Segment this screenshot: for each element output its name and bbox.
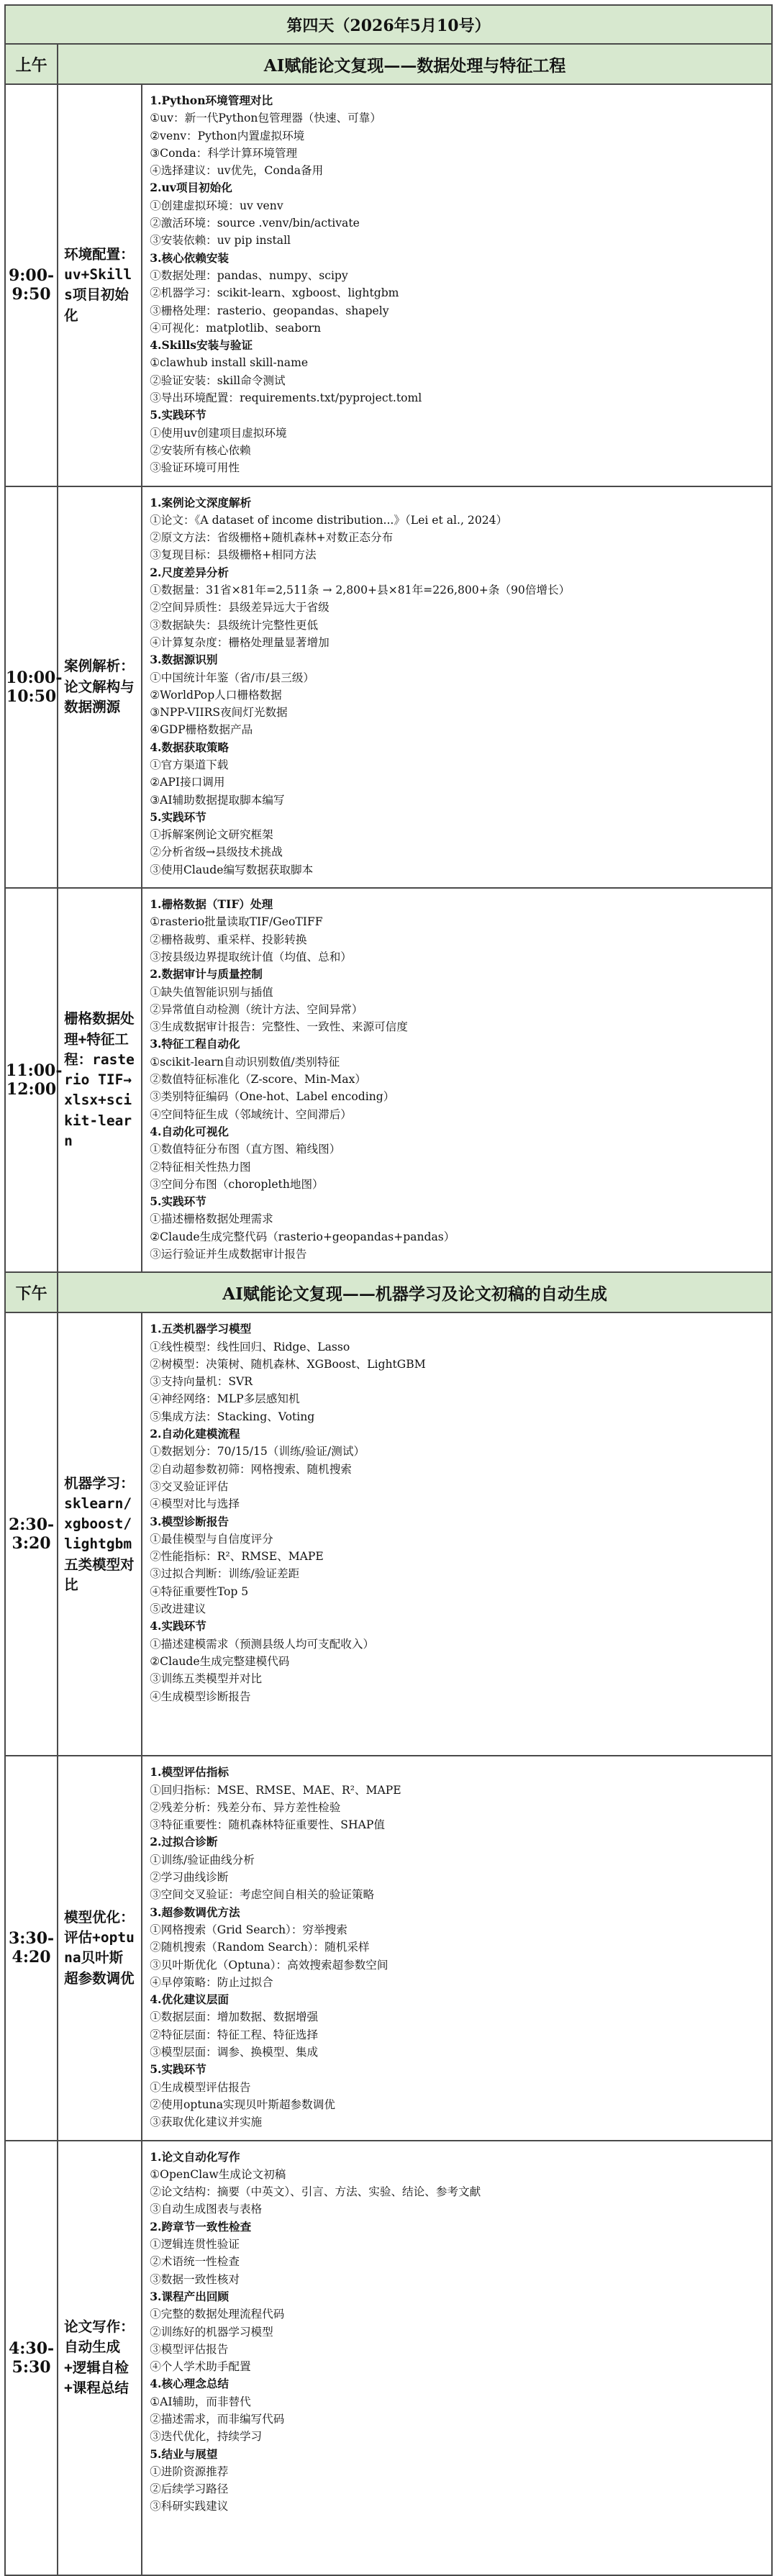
detail-heading: 3.数据源识别 (150, 653, 218, 667)
detail-item: ②异常值自动检测（统计方法、空间异常） (150, 1002, 363, 1016)
detail-item: ③安装依赖：uv pip install (150, 234, 291, 248)
session-row (5, 84, 772, 486)
session-details (142, 84, 772, 486)
detail-heading: 1.五类机器学习模型 (150, 1322, 252, 1336)
detail-heading: 2.跨章节一致性检查 (150, 2219, 252, 2233)
session-topic: 模型优化：评估+optuna贝叶斯超参数调优 (58, 1756, 142, 2140)
detail-item: ③模型评估报告 (150, 2342, 229, 2356)
detail-heading: 2.过拟合诊断 (150, 1835, 218, 1849)
detail-item: ①生成模型评估报告 (150, 2080, 251, 2094)
detail-item: ②空间异质性：县级差异远大于省级 (150, 601, 330, 614)
detail-item: ③导出环境配置：requirements.txt/pyproject.toml (150, 391, 422, 405)
detail-item: ④个人学术助手配置 (150, 2360, 251, 2374)
session-row (5, 1756, 772, 2140)
detail-item: ②机器学习：scikit-learn、xgboost、lightgbm (150, 286, 399, 300)
detail-item: ①进阶资源推荐 (150, 2464, 229, 2478)
detail-item: ③生成数据审计报告：完整性、一致性、来源可信度 (150, 1020, 408, 1034)
detail-item: ①数据处理：pandas、numpy、scipy (150, 268, 348, 282)
detail-item: ③类别特征编码（One-hot、Label encoding） (150, 1090, 395, 1104)
detail-heading: 3.超参数调优方法 (150, 1905, 240, 1919)
detail-item: ②特征相关性热力图 (150, 1160, 251, 1174)
detail-heading: 3.核心依赖安装 (150, 250, 230, 265)
detail-item: ②特征层面：特征工程、特征选择 (150, 2028, 319, 2041)
session-time: 3:30-4:20 (5, 1756, 58, 2140)
detail-heading: 5.实践环节 (150, 809, 206, 824)
section-label: 上午 (5, 44, 58, 84)
detail-item: ④模型对比与选择 (150, 1497, 240, 1511)
detail-item: ②venv：Python内置虚拟环境 (150, 129, 305, 142)
detail-item: ②WorldPop人口栅格数据 (150, 688, 282, 702)
detail-item: ④早停策略：防止过拟合 (150, 1975, 273, 1989)
session-time: 2:30-3:20 (5, 1312, 58, 1756)
detail-heading: 5.实践环节 (150, 408, 206, 422)
detail-heading: 4.实践环节 (150, 1619, 206, 1633)
detail-heading: 4.Skills安装与验证 (150, 338, 253, 353)
detail-item: ③空间交叉验证：考虑空间自相关的验证策略 (150, 1888, 375, 1902)
detail-heading: 4.数据获取策略 (150, 740, 230, 754)
detail-item: ①逻辑连贯性验证 (150, 2238, 240, 2251)
detail-item: ②激活环境：source .venv/bin/activate (150, 217, 360, 230)
detail-item: ③过拟合判断：训练/验证差距 (150, 1567, 300, 1581)
detail-item: ①官方渠道下载 (150, 758, 229, 771)
detail-item: ①线性模型：线性回归、Ridge、Lasso (150, 1340, 350, 1353)
detail-item: ④可视化：matplotlib、seaborn (150, 321, 322, 335)
detail-item: ④生成模型诊断报告 (150, 1690, 251, 1703)
detail-heading: 2.尺度差异分析 (150, 565, 230, 579)
detail-heading: 2.数据审计与质量控制 (150, 967, 263, 981)
detail-item: ②论文结构：摘要（中英文）、引言、方法、实验、结论、参考文献 (150, 2185, 481, 2199)
detail-heading: 5.实践环节 (150, 1194, 206, 1209)
detail-item: ①缺失值智能识别与插值 (150, 985, 273, 999)
detail-item: ③训练五类模型并对比 (150, 1672, 263, 1686)
session-topic: 栅格数据处理+特征工程：rasterio TIF→xlsx+scikit-learn (58, 888, 142, 1272)
detail-item: ②验证安装：skill命令测试 (150, 373, 286, 387)
detail-item: ①拆解案例论文研究框架 (150, 828, 273, 842)
session-row (5, 2141, 772, 2575)
page-title: 第四天（2026年5月10号） (5, 5, 772, 44)
detail-item: ①完整的数据处理流程代码 (150, 2308, 285, 2321)
session-topic: 环境配置：uv+Skills项目初始化 (58, 84, 142, 486)
detail-item: ③模型层面：调参、换模型、集成 (150, 2046, 319, 2059)
detail-item: ①数值特征分布图（直方图、箱线图） (150, 1143, 341, 1156)
section-header-row (5, 44, 772, 84)
detail-item: ①OpenClaw生成论文初稿 (150, 2167, 286, 2181)
detail-item: ①uv：新一代Python包管理器（快速、可靠） (150, 112, 381, 125)
detail-item: ②术语统一性检查 (150, 2255, 240, 2269)
session-details (142, 888, 772, 1272)
session-time: 11:00-12:00 (5, 888, 58, 1272)
detail-item: ③数据缺失：县级统计完整性更低 (150, 618, 319, 632)
detail-item: ②后续学习路径 (150, 2482, 229, 2496)
detail-item: ②自动超参数初筛：网格搜索、随机搜索 (150, 1462, 352, 1476)
detail-item: ③迭代优化，持续学习 (150, 2430, 263, 2444)
detail-heading: 2.自动化建模流程 (150, 1427, 240, 1441)
schedule-table (4, 4, 773, 2576)
detail-item: ②分析省级→县级技术挑战 (150, 845, 283, 859)
detail-heading: 1.案例论文深度解析 (150, 495, 252, 509)
detail-heading: 4.优化建议层面 (150, 1992, 230, 2007)
detail-heading: 3.课程产出回顾 (150, 2289, 230, 2303)
detail-item: ②使用optuna实现贝叶斯超参数调优 (150, 2097, 335, 2111)
detail-item: ③交叉验证评估 (150, 1479, 229, 1493)
detail-item: ②Claude生成完整代码（rasterio+geopandas+pandas） (150, 1230, 455, 1243)
detail-item: ①scikit-learn自动识别数值/类别特征 (150, 1055, 340, 1069)
session-topic: 论文写作：自动生成+逻辑自检+课程总结 (58, 2141, 142, 2575)
detail-item: ①最佳模型与自信度评分 (150, 1532, 273, 1546)
detail-item: ①数据划分：70/15/15（训练/验证/测试） (150, 1445, 365, 1459)
detail-item: ②残差分析：残差分布、异方差性检验 (150, 1800, 341, 1814)
detail-item: ②性能指标：R²、RMSE、MAPE (150, 1550, 324, 1564)
detail-item: ②数值特征标准化（Z-score、Min-Max） (150, 1073, 366, 1087)
detail-item: ③支持向量机：SVR (150, 1375, 253, 1389)
detail-item: ①clawhub install skill-name (150, 356, 309, 370)
session-topic: 案例解析：论文解构与数据溯源 (58, 486, 142, 889)
detail-item: ①rasterio批量读取TIF/GeoTIFF (150, 915, 323, 929)
detail-item: ③栅格处理：rasterio、geopandas、shapely (150, 304, 389, 317)
session-time: 4:30-5:30 (5, 2141, 58, 2575)
detail-item: ②栅格裁剪、重采样、投影转换 (150, 933, 307, 946)
session-details (142, 1312, 772, 1756)
detail-item: ③自动生成图表与表格 (150, 2203, 263, 2216)
detail-item: ③贝叶斯优化（Optuna）：高效搜索超参数空间 (150, 1958, 388, 1972)
detail-item: ③使用Claude编写数据获取脚本 (150, 863, 314, 876)
detail-item: ②训练好的机器学习模型 (150, 2325, 273, 2339)
session-details (142, 1756, 772, 2140)
detail-item: ③复现目标：县级栅格+相同方法 (150, 548, 317, 562)
detail-heading: 1.论文自动化写作 (150, 2149, 240, 2164)
detail-heading: 3.特征工程自动化 (150, 1037, 240, 1051)
detail-item: ①描述栅格数据处理需求 (150, 1212, 273, 1226)
session-details (142, 486, 772, 889)
detail-heading: 1.栅格数据（TIF）处理 (150, 897, 273, 912)
detail-item: ②原文方法：省级栅格+随机森林+对数正态分布 (150, 531, 394, 545)
detail-item: ①回归指标：MSE、RMSE、MAE、R²、MAPE (150, 1783, 401, 1797)
section-header-row (5, 1272, 772, 1312)
detail-item: ③Conda：科学计算环境管理 (150, 146, 298, 160)
detail-item: ①论文：《A dataset of income distribution...》（Lei et al., 2024） (150, 513, 508, 527)
detail-heading: 4.核心理念总结 (150, 2377, 230, 2391)
detail-item: ④选择建议：uv优先，Conda备用 (150, 164, 324, 178)
detail-heading: 5.实践环节 (150, 2062, 206, 2077)
section-title: AI赋能论文复现——数据处理与特征工程 (58, 44, 772, 84)
detail-item: ③空间分布图（choropleth地图） (150, 1177, 324, 1191)
session-time: 9:00-9:50 (5, 84, 58, 486)
session-row (5, 1312, 772, 1756)
detail-item: ①网格搜索（Grid Search）：穷举搜索 (150, 1923, 347, 1936)
detail-heading: 3.模型诊断报告 (150, 1514, 230, 1528)
title-row (5, 5, 772, 44)
detail-heading: 2.uv项目初始化 (150, 181, 232, 195)
detail-item: ①创建虚拟环境：uv venv (150, 199, 283, 212)
detail-item: ③科研实践建议 (150, 2500, 229, 2513)
session-topic: 机器学习：sklearn/xgboost/lightgbm五类模型对比 (58, 1312, 142, 1756)
detail-item: ③NPP-VIIRS夜间灯光数据 (150, 706, 288, 720)
session-row (5, 888, 772, 1272)
section-label: 下午 (5, 1272, 58, 1312)
detail-item: ④计算复杂度：栅格处理量显著增加 (150, 635, 330, 649)
detail-item: ①描述建模需求（预测县级人均可支配收入） (150, 1637, 375, 1651)
detail-item: ②学习曲线诊断 (150, 1871, 229, 1885)
detail-item: ①AI辅助，而非替代 (150, 2395, 251, 2408)
detail-item: ⑤改进建议 (150, 1602, 206, 1616)
detail-item: ②随机搜索（Random Search）：随机采样 (150, 1941, 370, 1954)
detail-item: ③AI辅助数据提取脚本编写 (150, 793, 285, 807)
detail-heading: 1.Python环境管理对比 (150, 94, 273, 107)
detail-item: ③获取优化建议并实施 (150, 2115, 263, 2129)
section-title: AI赋能论文复现——机器学习及论文初稿的自动生成 (58, 1272, 772, 1312)
session-row (5, 486, 772, 889)
session-details (142, 2141, 772, 2575)
detail-item: ①使用uv创建项目虚拟环境 (150, 426, 287, 440)
detail-item: ④神经网络：MLP多层感知机 (150, 1392, 300, 1406)
detail-item: ②安装所有核心依赖 (150, 443, 251, 457)
detail-item: ②树模型：决策树、随机森林、XGBoost、LightGBM (150, 1357, 426, 1371)
detail-heading: 1.模型评估指标 (150, 1765, 230, 1779)
detail-item: ④特征重要性Top 5 (150, 1584, 249, 1598)
detail-item: ⑤集成方法：Stacking、Voting (150, 1410, 315, 1423)
detail-item: ③运行验证并生成数据审计报告 (150, 1248, 307, 1261)
detail-item: ①数据量：31省×81年=2,511条 → 2,800+县×81年=226,800+条（90倍增长） (150, 584, 571, 597)
detail-item: ③数据一致性核对 (150, 2272, 240, 2286)
detail-item: ②描述需求，而非编写代码 (150, 2412, 285, 2426)
detail-heading: 5.结业与展望 (150, 2446, 218, 2461)
detail-item: ④GDP栅格数据产品 (150, 723, 253, 737)
detail-item: ②Claude生成完整建模代码 (150, 1654, 290, 1668)
detail-item: ①数据层面：增加数据、数据增强 (150, 2010, 319, 2024)
detail-item: ③特征重要性：随机森林特征重要性、SHAP值 (150, 1818, 385, 1832)
session-time: 10:00-10:50 (5, 486, 58, 889)
detail-item: ④空间特征生成（邻域统计、空间滞后） (150, 1107, 352, 1121)
detail-item: ③按县级边界提取统计值（均值、总和） (150, 950, 352, 963)
detail-item: ②API接口调用 (150, 776, 225, 789)
detail-item: ①训练/验证曲线分析 (150, 1853, 255, 1867)
detail-heading: 4.自动化可视化 (150, 1124, 230, 1138)
detail-item: ①中国统计年鉴（省/市/县三级） (150, 671, 315, 684)
detail-item: ③验证环境可用性 (150, 461, 240, 475)
